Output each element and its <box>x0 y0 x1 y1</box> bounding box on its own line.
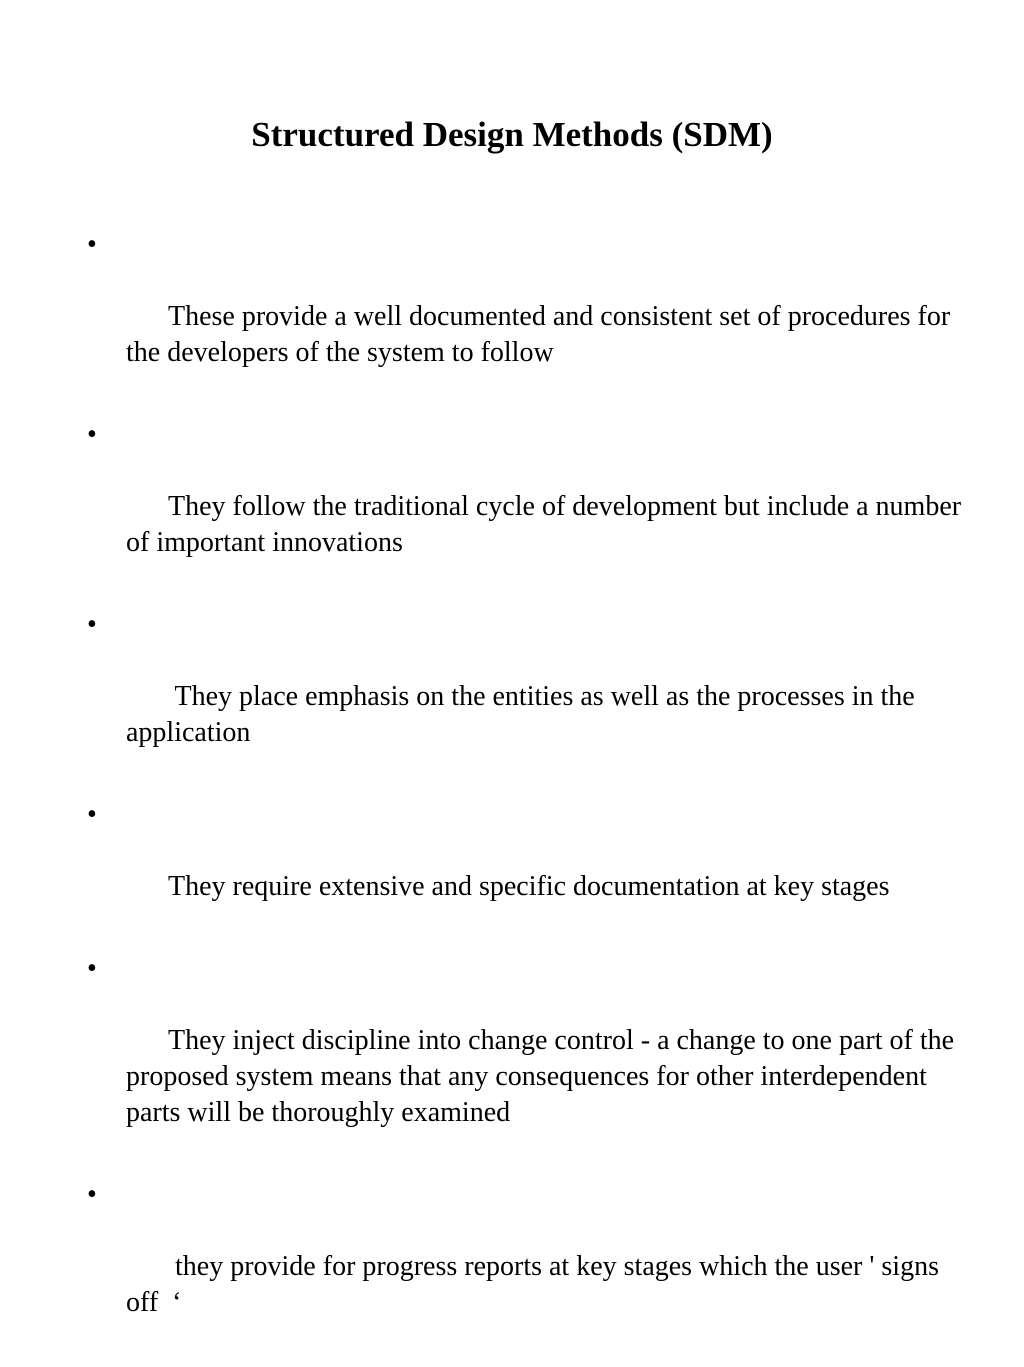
bullet-text: they provide for progress reports at key stages which the user ' signs off ‘ <box>126 1251 946 1318</box>
bullet-list <box>85 227 969 1367</box>
bullet-item <box>85 951 965 1167</box>
bullet-icon: • <box>87 419 97 450</box>
bullet-item <box>85 797 965 941</box>
bullet-text: They follow the traditional cycle of development but include a number of important innovations <box>126 491 969 558</box>
bullet-item <box>85 417 969 597</box>
bullet-text: They inject discipline into change control - a change to one part of the proposed system means that any consequences for other interdependent parts will be thoroughly examined <box>126 1025 962 1128</box>
bullet-item <box>85 1177 965 1357</box>
bullet-text: These provide a well documented and consistent set of procedures for the developers of the system to follow <box>126 301 958 368</box>
bullet-item <box>85 607 965 787</box>
bullet-text: They place emphasis on the entities as well as the processes in the application <box>126 681 922 748</box>
slide-title: Structured Design Methods (SDM) <box>251 115 773 154</box>
bullet-icon: • <box>87 1179 97 1210</box>
bullet-text: They require extensive and specific documentation at key stages <box>168 871 890 902</box>
bullet-icon: • <box>87 229 97 260</box>
bullet-icon: • <box>87 609 97 640</box>
bullet-icon: • <box>87 799 97 830</box>
bullet-icon: • <box>87 953 97 984</box>
bullet-item <box>85 227 965 407</box>
